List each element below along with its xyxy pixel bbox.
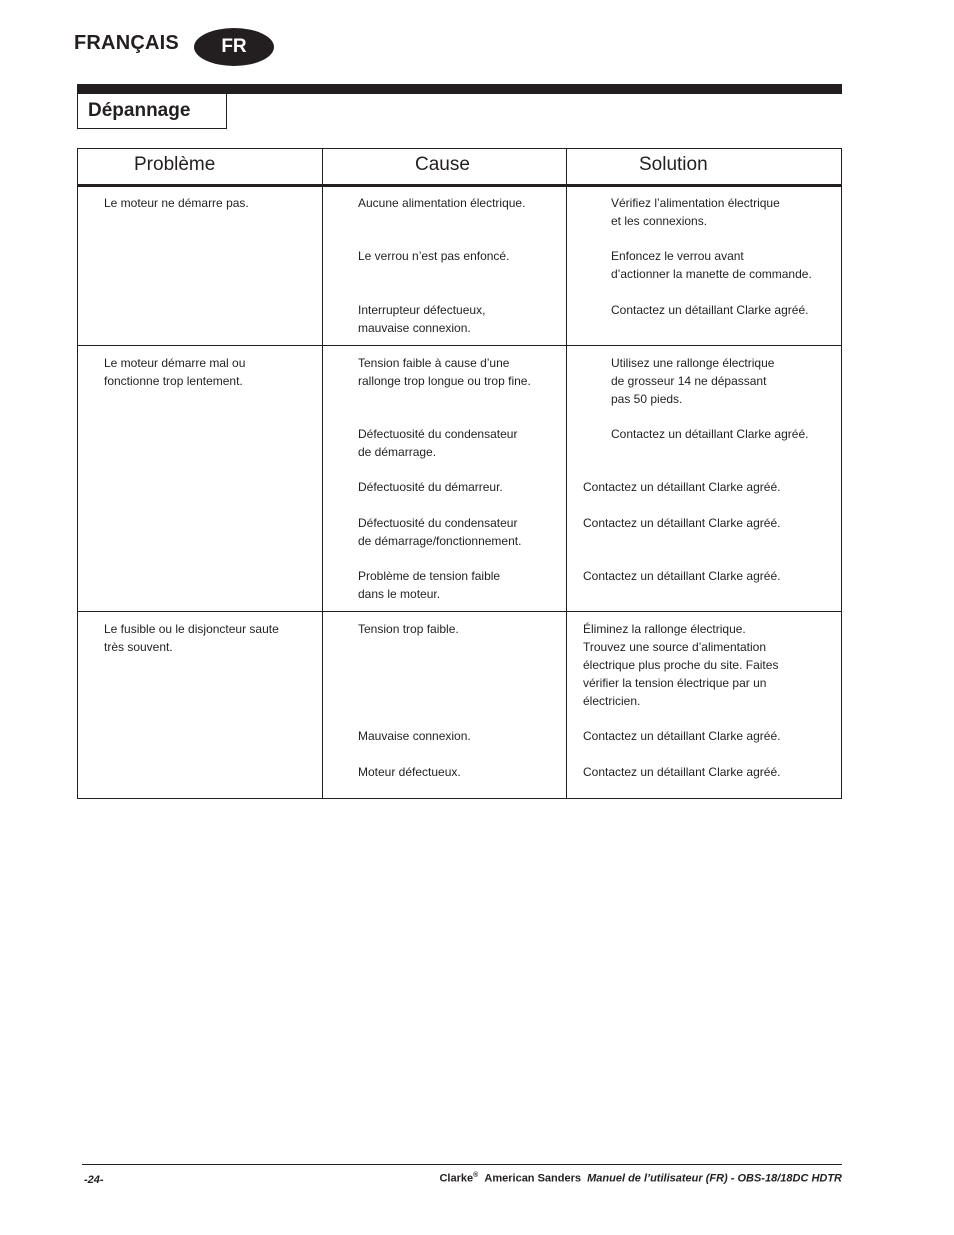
solution-cell: Contactez un détaillant Clarke agréé.	[583, 516, 781, 530]
section-title: Dépannage	[88, 100, 191, 121]
solution-cell: Enfoncez le verrou avant d’actionner la manette de commande.	[611, 249, 812, 281]
solution-cell: Contactez un détaillant Clarke agréé.	[583, 480, 781, 494]
footer-brand: Clarke	[439, 1172, 474, 1185]
solution-cell: Contactez un détaillant Clarke agréé.	[583, 729, 781, 743]
solution-cell: Contactez un détaillant Clarke agréé.	[611, 427, 809, 441]
cause-cell: Problème de tension faible dans le moteur.	[358, 569, 501, 601]
row-divider	[78, 345, 841, 346]
language-label: FRANÇAIS	[74, 32, 179, 54]
column-header-problem: Problème	[134, 154, 216, 175]
registered-mark: ®	[473, 1172, 479, 1179]
row-divider	[78, 611, 841, 612]
solution-cell: Utilisez une rallonge électrique de grosseur 14 ne dépassant pas 50 pieds.	[611, 356, 775, 406]
footer-manual-title: Manuel de l’utilisateur (FR) - OBS-18/18DC HDTR	[587, 1172, 842, 1185]
solution-cell: Contactez un détaillant Clarke agréé.	[583, 569, 781, 583]
solution-cell: Éliminez la rallonge électrique. Trouvez une source d’alimentation électrique plus proche du site. Faites vérifier la tension électrique par un électricien.	[583, 622, 779, 708]
section-title-box	[77, 93, 227, 129]
solution-cell: Contactez un détaillant Clarke agréé.	[611, 303, 809, 317]
cause-cell: Aucune alimentation électrique.	[358, 196, 526, 210]
column-divider	[322, 149, 323, 798]
problem-cell: Le moteur ne démarre pas.	[104, 196, 249, 210]
problem-cell: Le moteur démarre mal ou fonctionne trop lentement.	[104, 356, 246, 388]
cause-cell: Moteur défectueux.	[358, 765, 461, 779]
cause-cell: Tension trop faible.	[358, 622, 459, 636]
header-rule	[78, 184, 841, 187]
column-divider	[566, 149, 567, 798]
cause-cell: Le verrou n’est pas enfoncé.	[358, 249, 510, 263]
cause-cell: Mauvaise connexion.	[358, 729, 471, 743]
footer-rule	[82, 1164, 842, 1165]
cause-cell: Interrupteur défectueux, mauvaise connexion.	[358, 303, 486, 335]
cause-cell: Défectuosité du condensateur de démarrage.	[358, 427, 518, 459]
column-header-solution: Solution	[639, 154, 708, 175]
cause-cell: Défectuosité du condensateur de démarrage/fonctionnement.	[358, 516, 522, 548]
page-number: -24-	[84, 1174, 104, 1186]
column-header-cause: Cause	[415, 154, 470, 175]
footer-company: American Sanders	[484, 1172, 581, 1185]
cause-cell: Défectuosité du démarreur.	[358, 480, 503, 494]
problem-cell: Le fusible ou le disjoncteur saute très souvent.	[104, 622, 279, 654]
language-badge: FR	[194, 28, 274, 66]
footer-credit	[439, 1172, 842, 1185]
solution-cell: Contactez un détaillant Clarke agréé.	[583, 765, 781, 779]
troubleshooting-table	[77, 148, 842, 799]
solution-cell: Vérifiez l’alimentation électrique et les connexions.	[611, 196, 780, 228]
cause-cell: Tension faible à cause d’une rallonge trop longue ou trop fine.	[358, 356, 531, 388]
